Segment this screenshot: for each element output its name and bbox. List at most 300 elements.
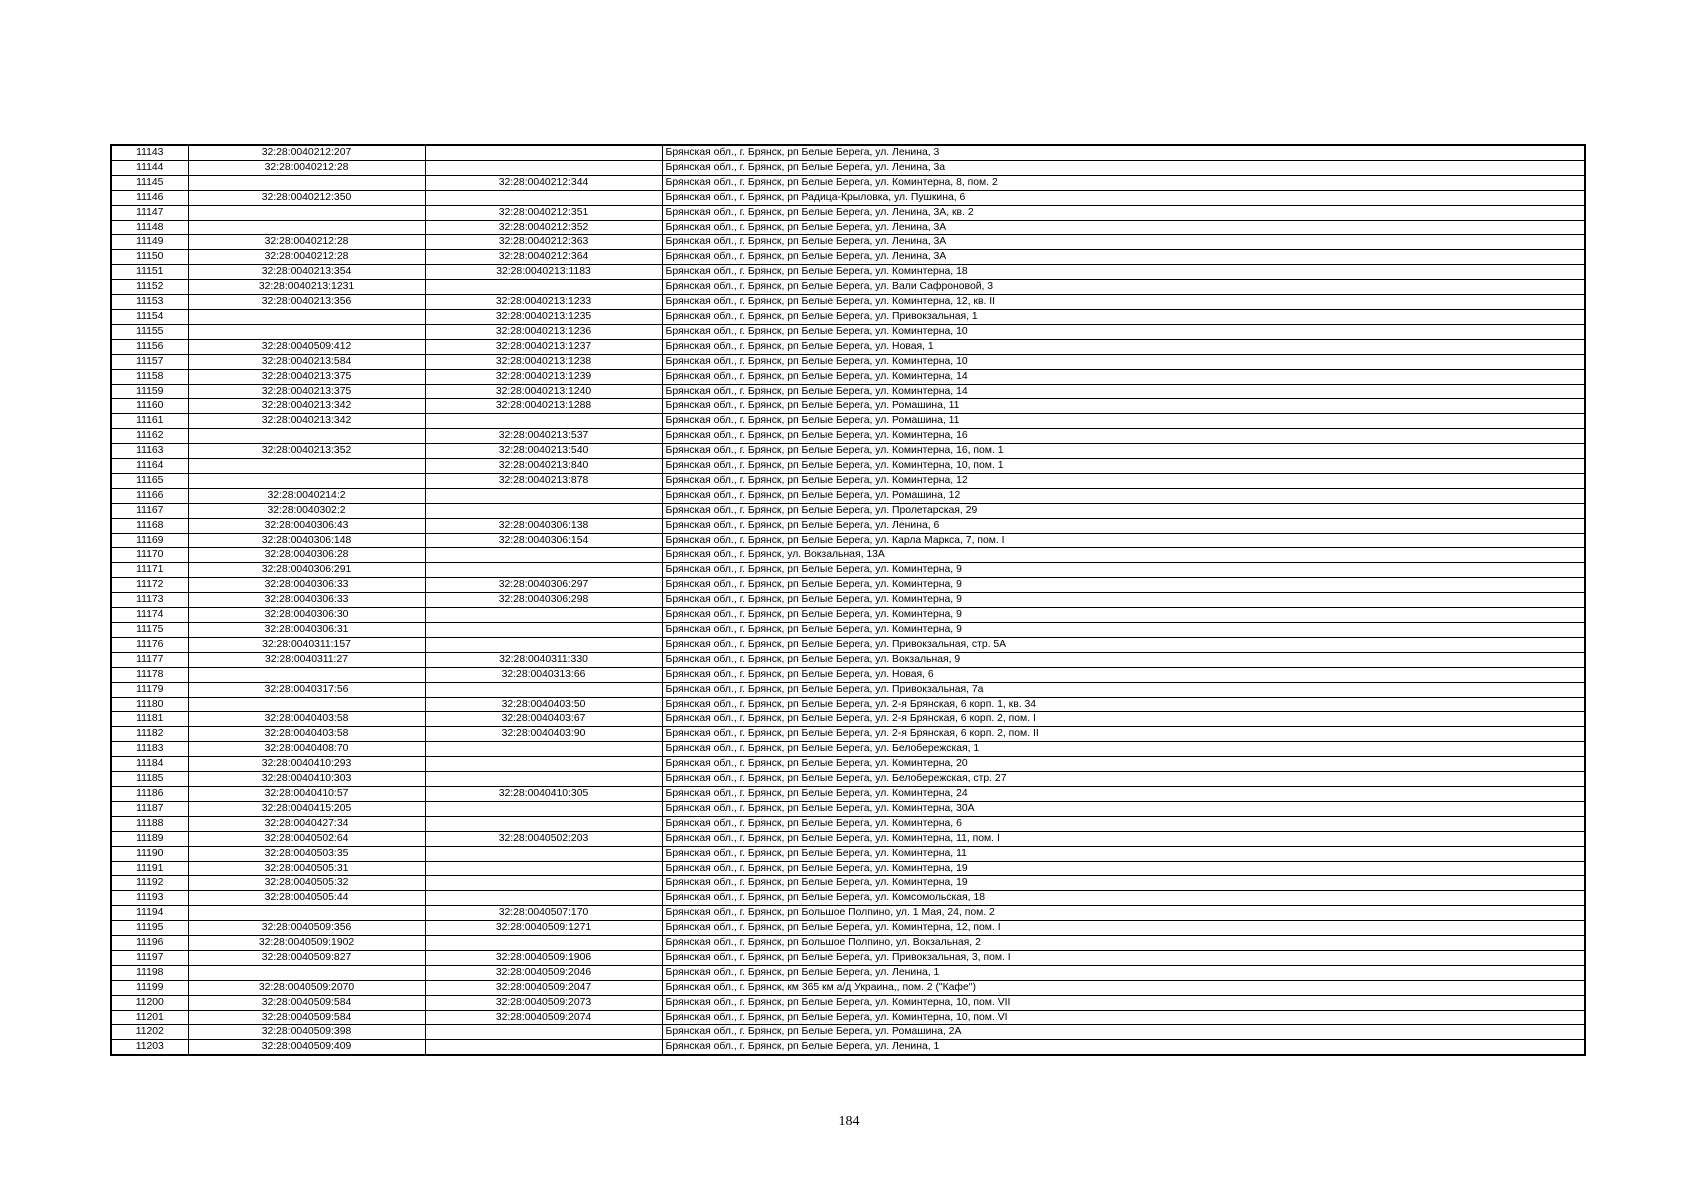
row-number-cell: 11172	[111, 578, 188, 593]
row-number-cell: 11147	[111, 205, 188, 220]
building-cadastral-number-cell: 32:28:0040212:351	[425, 205, 662, 220]
row-number-cell: 11176	[111, 637, 188, 652]
address-cell: Брянская обл., г. Брянск, рп Белые Берега, ул. Коминтерна, 19	[662, 861, 1585, 876]
building-cadastral-number-cell: 32:28:0040212:363	[425, 235, 662, 250]
land-cadastral-number-cell: 32:28:0040503:35	[188, 846, 425, 861]
row-number-cell: 11178	[111, 667, 188, 682]
page-number: 184	[838, 1114, 860, 1129]
building-cadastral-number-cell: 32:28:0040509:1906	[425, 950, 662, 965]
table-row	[111, 593, 1585, 608]
building-cadastral-number-cell: 32:28:0040212:344	[425, 175, 662, 190]
land-cadastral-number-cell: 32:28:0040213:352	[188, 444, 425, 459]
building-cadastral-number-cell: 32:28:0040213:1237	[425, 339, 662, 354]
address-cell: Брянская обл., г. Брянск, рп Белые Берега, ул. Коминтерна, 14	[662, 384, 1585, 399]
address-cell: Брянская обл., г. Брянск, рп Белые Берега, ул. Ленина, 1	[662, 1040, 1585, 1055]
land-cadastral-number-cell: 32:28:0040212:207	[188, 145, 425, 160]
row-number-cell: 11171	[111, 563, 188, 578]
address-cell: Брянская обл., г. Брянск, рп Белые Берега, ул. 2-я Брянская, 6 корп. 2, пом. I	[662, 712, 1585, 727]
row-number-cell: 11191	[111, 861, 188, 876]
land-cadastral-number-cell: 32:28:0040213:342	[188, 399, 425, 414]
address-cell: Брянская обл., г. Брянск, ул. Вокзальная, 13А	[662, 548, 1585, 563]
table-row	[111, 846, 1585, 861]
table-row	[111, 309, 1585, 324]
table-row	[111, 563, 1585, 578]
address-cell: Брянская обл., г. Брянск, рп Белые Берега, ул. Ленина, 1	[662, 965, 1585, 980]
building-cadastral-number-cell: 32:28:0040213:1183	[425, 265, 662, 280]
table-row	[111, 861, 1585, 876]
table-row	[111, 772, 1585, 787]
land-cadastral-number-cell: 32:28:0040403:58	[188, 712, 425, 727]
building-cadastral-number-cell	[425, 563, 662, 578]
address-cell: Брянская обл., г. Брянск, рп Белые Берега, ул. Коминтерна, 9	[662, 608, 1585, 623]
land-cadastral-number-cell: 32:28:0040213:354	[188, 265, 425, 280]
table-row	[111, 831, 1585, 846]
address-cell: Брянская обл., г. Брянск, рп Белые Берега, ул. Коминтерна, 9	[662, 563, 1585, 578]
building-cadastral-number-cell	[425, 772, 662, 787]
table-row	[111, 414, 1585, 429]
land-cadastral-number-cell: 32:28:0040509:584	[188, 1010, 425, 1025]
land-cadastral-number-cell: 32:28:0040311:27	[188, 652, 425, 667]
address-cell: Брянская обл., г. Брянск, рп Белые Берега, ул. Коминтерна, 10, пом. VII	[662, 995, 1585, 1010]
row-number-cell: 11185	[111, 772, 188, 787]
table-row	[111, 712, 1585, 727]
building-cadastral-number-cell	[425, 876, 662, 891]
row-number-cell: 11189	[111, 831, 188, 846]
row-number-cell: 11181	[111, 712, 188, 727]
address-cell: Брянская обл., г. Брянск, рп Белые Берега, ул. Пролетарская, 29	[662, 503, 1585, 518]
building-cadastral-number-cell	[425, 190, 662, 205]
table-row	[111, 503, 1585, 518]
table-row	[111, 250, 1585, 265]
land-cadastral-number-cell	[188, 965, 425, 980]
building-cadastral-number-cell: 32:28:0040403:67	[425, 712, 662, 727]
building-cadastral-number-cell: 32:28:0040502:203	[425, 831, 662, 846]
building-cadastral-number-cell: 32:28:0040507:170	[425, 906, 662, 921]
land-cadastral-number-cell: 32:28:0040509:398	[188, 1025, 425, 1040]
building-cadastral-number-cell	[425, 608, 662, 623]
table-row	[111, 459, 1585, 474]
table-row	[111, 190, 1585, 205]
table-row	[111, 1040, 1585, 1055]
land-cadastral-number-cell: 32:28:0040213:342	[188, 414, 425, 429]
building-cadastral-number-cell	[425, 637, 662, 652]
land-cadastral-number-cell: 32:28:0040306:30	[188, 608, 425, 623]
building-cadastral-number-cell: 32:28:0040403:50	[425, 697, 662, 712]
land-cadastral-number-cell: 32:28:0040509:1902	[188, 936, 425, 951]
address-cell: Брянская обл., г. Брянск, рп Белые Берега, ул. Ленина, 3А	[662, 250, 1585, 265]
address-cell: Брянская обл., г. Брянск, рп Белые Берега, ул. 2-я Брянская, 6 корп. 1, кв. 34	[662, 697, 1585, 712]
row-number-cell: 11168	[111, 518, 188, 533]
table-row	[111, 801, 1585, 816]
building-cadastral-number-cell: 32:28:0040509:2047	[425, 980, 662, 995]
row-number-cell: 11159	[111, 384, 188, 399]
land-cadastral-number-cell: 32:28:0040306:28	[188, 548, 425, 563]
row-number-cell: 11152	[111, 280, 188, 295]
registry-table	[110, 144, 1586, 1056]
address-cell: Брянская обл., г. Брянск, рп Белые Берега, ул. Вали Сафроновой, 3	[662, 280, 1585, 295]
land-cadastral-number-cell	[188, 429, 425, 444]
land-cadastral-number-cell: 32:28:0040509:2070	[188, 980, 425, 995]
row-number-cell: 11155	[111, 324, 188, 339]
row-number-cell: 11167	[111, 503, 188, 518]
address-cell: Брянская обл., г. Брянск, рп Белые Берега, ул. Ленина, 3	[662, 145, 1585, 160]
table-row	[111, 175, 1585, 190]
row-number-cell: 11163	[111, 444, 188, 459]
building-cadastral-number-cell: 32:28:0040213:1236	[425, 324, 662, 339]
table-row	[111, 652, 1585, 667]
land-cadastral-number-cell: 32:28:0040212:28	[188, 250, 425, 265]
address-cell: Брянская обл., г. Брянск, рп Белые Берега, ул. Привокзальная, 7а	[662, 682, 1585, 697]
table-row	[111, 295, 1585, 310]
address-cell: Брянская обл., г. Брянск, рп Белые Берега, ул. Белобережская, стр. 27	[662, 772, 1585, 787]
row-number-cell: 11173	[111, 593, 188, 608]
building-cadastral-number-cell: 32:28:0040509:2074	[425, 1010, 662, 1025]
address-cell: Брянская обл., г. Брянск, рп Белые Берега, ул. Коминтерна, 24	[662, 786, 1585, 801]
building-cadastral-number-cell: 32:28:0040213:540	[425, 444, 662, 459]
land-cadastral-number-cell: 32:28:0040505:44	[188, 891, 425, 906]
land-cadastral-number-cell: 32:28:0040213:356	[188, 295, 425, 310]
land-cadastral-number-cell: 32:28:0040410:293	[188, 757, 425, 772]
building-cadastral-number-cell: 32:28:0040212:352	[425, 220, 662, 235]
address-cell: Брянская обл., г. Брянск, рп Белые Берега, ул. Комсомольская, 18	[662, 891, 1585, 906]
address-cell: Брянская обл., г. Брянск, рп Белые Берега, ул. Коминтерна, 14	[662, 369, 1585, 384]
row-number-cell: 11188	[111, 816, 188, 831]
land-cadastral-number-cell: 32:28:0040509:356	[188, 921, 425, 936]
land-cadastral-number-cell: 32:28:0040509:827	[188, 950, 425, 965]
building-cadastral-number-cell: 32:28:0040306:297	[425, 578, 662, 593]
table-row	[111, 548, 1585, 563]
building-cadastral-number-cell: 32:28:0040306:154	[425, 533, 662, 548]
land-cadastral-number-cell: 32:28:0040214:2	[188, 488, 425, 503]
address-cell: Брянская обл., г. Брянск, рп Белые Берега, ул. Ленина, 6	[662, 518, 1585, 533]
table-row	[111, 965, 1585, 980]
table-row	[111, 891, 1585, 906]
land-cadastral-number-cell	[188, 697, 425, 712]
table-row	[111, 369, 1585, 384]
table-row	[111, 816, 1585, 831]
row-number-cell: 11187	[111, 801, 188, 816]
address-cell: Брянская обл., г. Брянск, рп Белые Берега, ул. Коминтерна, 12	[662, 473, 1585, 488]
land-cadastral-number-cell: 32:28:0040415:205	[188, 801, 425, 816]
address-cell: Брянская обл., г. Брянск, рп Белые Берега, ул. Коминтерна, 10, пом. VI	[662, 1010, 1585, 1025]
row-number-cell: 11165	[111, 473, 188, 488]
building-cadastral-number-cell: 32:28:0040213:1235	[425, 309, 662, 324]
table-row	[111, 1010, 1585, 1025]
row-number-cell: 11169	[111, 533, 188, 548]
address-cell: Брянская обл., г. Брянск, рп Белые Берега, ул. Коминтерна, 12, пом. I	[662, 921, 1585, 936]
building-cadastral-number-cell	[425, 861, 662, 876]
address-cell: Брянская обл., г. Брянск, рп Белые Берега, ул. Коминтерна, 9	[662, 593, 1585, 608]
building-cadastral-number-cell: 32:28:0040212:364	[425, 250, 662, 265]
land-cadastral-number-cell: 32:28:0040505:32	[188, 876, 425, 891]
table-row	[111, 786, 1585, 801]
table-row	[111, 682, 1585, 697]
table-row	[111, 757, 1585, 772]
table-row	[111, 697, 1585, 712]
building-cadastral-number-cell: 32:28:0040306:298	[425, 593, 662, 608]
land-cadastral-number-cell: 32:28:0040403:58	[188, 727, 425, 742]
building-cadastral-number-cell: 32:28:0040403:90	[425, 727, 662, 742]
table-row	[111, 235, 1585, 250]
table-row	[111, 399, 1585, 414]
land-cadastral-number-cell: 32:28:0040509:584	[188, 995, 425, 1010]
table-row	[111, 936, 1585, 951]
address-cell: Брянская обл., г. Брянск, рп Белые Берега, ул. Коминтерна, 10, пом. 1	[662, 459, 1585, 474]
address-cell: Брянская обл., г. Брянск, рп Белые Берега, ул. Вокзальная, 9	[662, 652, 1585, 667]
land-cadastral-number-cell	[188, 473, 425, 488]
row-number-cell: 11150	[111, 250, 188, 265]
land-cadastral-number-cell: 32:28:0040427:34	[188, 816, 425, 831]
address-cell: Брянская обл., г. Брянск, рп Белые Берега, ул. Коминтерна, 19	[662, 876, 1585, 891]
address-cell: Брянская обл., г. Брянск, рп Белые Берега, ул. Коминтерна, 18	[662, 265, 1585, 280]
building-cadastral-number-cell: 32:28:0040213:878	[425, 473, 662, 488]
building-cadastral-number-cell	[425, 742, 662, 757]
row-number-cell: 11200	[111, 995, 188, 1010]
table-row	[111, 429, 1585, 444]
row-number-cell: 11157	[111, 354, 188, 369]
table-row	[111, 921, 1585, 936]
table-row	[111, 608, 1585, 623]
building-cadastral-number-cell: 32:28:0040509:2046	[425, 965, 662, 980]
row-number-cell: 11182	[111, 727, 188, 742]
building-cadastral-number-cell: 32:28:0040213:1233	[425, 295, 662, 310]
row-number-cell: 11175	[111, 623, 188, 638]
building-cadastral-number-cell	[425, 846, 662, 861]
row-number-cell: 11166	[111, 488, 188, 503]
table-row	[111, 667, 1585, 682]
address-cell: Брянская обл., г. Брянск, рп Белые Берега, ул. Новая, 6	[662, 667, 1585, 682]
land-cadastral-number-cell	[188, 309, 425, 324]
address-cell: Брянская обл., г. Брянск, км 365 км а/д Украина,, пом. 2 ("Кафе")	[662, 980, 1585, 995]
address-cell: Брянская обл., г. Брянск, рп Белые Берега, ул. Карла Маркса, 7, пом. I	[662, 533, 1585, 548]
building-cadastral-number-cell: 32:28:0040213:1239	[425, 369, 662, 384]
building-cadastral-number-cell: 32:28:0040509:1271	[425, 921, 662, 936]
address-cell: Брянская обл., г. Брянск, рп Белые Берега, ул. Коминтерна, 20	[662, 757, 1585, 772]
row-number-cell: 11202	[111, 1025, 188, 1040]
building-cadastral-number-cell	[425, 1040, 662, 1055]
address-cell: Брянская обл., г. Брянск, рп Белые Берега, ул. Коминтерна, 8, пом. 2	[662, 175, 1585, 190]
address-cell: Брянская обл., г. Брянск, рп Белые Берега, ул. Ленина, 3а	[662, 160, 1585, 175]
land-cadastral-number-cell: 32:28:0040306:43	[188, 518, 425, 533]
row-number-cell: 11177	[111, 652, 188, 667]
address-cell: Брянская обл., г. Брянск, рп Большое Полпино, ул. 1 Мая, 24, пом. 2	[662, 906, 1585, 921]
row-number-cell: 11194	[111, 906, 188, 921]
table-row	[111, 384, 1585, 399]
address-cell: Брянская обл., г. Брянск, рп Белые Берега, ул. Ленина, 3А	[662, 235, 1585, 250]
building-cadastral-number-cell	[425, 503, 662, 518]
land-cadastral-number-cell: 32:28:0040509:412	[188, 339, 425, 354]
table-row	[111, 518, 1585, 533]
land-cadastral-number-cell	[188, 459, 425, 474]
table-row	[111, 980, 1585, 995]
land-cadastral-number-cell: 32:28:0040306:33	[188, 578, 425, 593]
table-row	[111, 160, 1585, 175]
table-row	[111, 742, 1585, 757]
land-cadastral-number-cell: 32:28:0040306:291	[188, 563, 425, 578]
row-number-cell: 11197	[111, 950, 188, 965]
building-cadastral-number-cell: 32:28:0040213:1240	[425, 384, 662, 399]
building-cadastral-number-cell: 32:28:0040313:66	[425, 667, 662, 682]
address-cell: Брянская обл., г. Брянск, рп Белые Берега, ул. Коминтерна, 11	[662, 846, 1585, 861]
table-row	[111, 876, 1585, 891]
address-cell: Брянская обл., г. Брянск, рп Белые Берега, ул. Привокзальная, 1	[662, 309, 1585, 324]
row-number-cell: 11160	[111, 399, 188, 414]
land-cadastral-number-cell	[188, 175, 425, 190]
building-cadastral-number-cell	[425, 682, 662, 697]
land-cadastral-number-cell: 32:28:0040317:56	[188, 682, 425, 697]
table-row	[111, 727, 1585, 742]
land-cadastral-number-cell: 32:28:0040213:375	[188, 384, 425, 399]
address-cell: Брянская обл., г. Брянск, рп Белые Берега, ул. Привокзальная, 3, пом. I	[662, 950, 1585, 965]
land-cadastral-number-cell: 32:28:0040509:409	[188, 1040, 425, 1055]
land-cadastral-number-cell: 32:28:0040505:31	[188, 861, 425, 876]
building-cadastral-number-cell	[425, 414, 662, 429]
address-cell: Брянская обл., г. Брянск, рп Белые Берега, ул. Белобережская, 1	[662, 742, 1585, 757]
row-number-cell: 11144	[111, 160, 188, 175]
building-cadastral-number-cell	[425, 757, 662, 772]
table-row	[111, 950, 1585, 965]
building-cadastral-number-cell	[425, 623, 662, 638]
address-cell: Брянская обл., г. Брянск, рп Белые Берега, ул. Ленина, 3А, кв. 2	[662, 205, 1585, 220]
address-cell: Брянская обл., г. Брянск, рп Белые Берега, ул. Коминтерна, 12, кв. II	[662, 295, 1585, 310]
table-row	[111, 637, 1585, 652]
land-cadastral-number-cell: 32:28:0040212:350	[188, 190, 425, 205]
address-cell: Брянская обл., г. Брянск, рп Белые Берега, ул. Коминтерна, 9	[662, 578, 1585, 593]
building-cadastral-number-cell	[425, 801, 662, 816]
row-number-cell: 11199	[111, 980, 188, 995]
address-cell: Брянская обл., г. Брянск, рп Белые Берега, ул. Коминтерна, 16, пом. 1	[662, 444, 1585, 459]
row-number-cell: 11196	[111, 936, 188, 951]
building-cadastral-number-cell	[425, 816, 662, 831]
building-cadastral-number-cell: 32:28:0040213:1238	[425, 354, 662, 369]
building-cadastral-number-cell	[425, 488, 662, 503]
building-cadastral-number-cell: 32:28:0040306:138	[425, 518, 662, 533]
table-row	[111, 324, 1585, 339]
row-number-cell: 11162	[111, 429, 188, 444]
table-row	[111, 906, 1585, 921]
address-cell: Брянская обл., г. Брянск, рп Белые Берега, ул. Коминтерна, 9	[662, 623, 1585, 638]
table-row	[111, 354, 1585, 369]
land-cadastral-number-cell: 32:28:0040213:584	[188, 354, 425, 369]
address-cell: Брянская обл., г. Брянск, рп Белые Берега, ул. Ромашина, 2А	[662, 1025, 1585, 1040]
row-number-cell: 11195	[111, 921, 188, 936]
address-cell: Брянская обл., г. Брянск, рп Радица-Крыловка, ул. Пушкина, 6	[662, 190, 1585, 205]
registry-table-body	[111, 145, 1585, 1055]
address-cell: Брянская обл., г. Брянск, рп Белые Берега, ул. Коминтерна, 6	[662, 816, 1585, 831]
row-number-cell: 11201	[111, 1010, 188, 1025]
building-cadastral-number-cell	[425, 280, 662, 295]
row-number-cell: 11145	[111, 175, 188, 190]
building-cadastral-number-cell	[425, 548, 662, 563]
land-cadastral-number-cell: 32:28:0040213:1231	[188, 280, 425, 295]
table-row	[111, 205, 1585, 220]
row-number-cell: 11180	[111, 697, 188, 712]
address-cell: Брянская обл., г. Брянск, рп Белые Берега, ул. Ромашина, 11	[662, 399, 1585, 414]
land-cadastral-number-cell	[188, 667, 425, 682]
building-cadastral-number-cell: 32:28:0040311:330	[425, 652, 662, 667]
row-number-cell: 11190	[111, 846, 188, 861]
building-cadastral-number-cell: 32:28:0040509:2073	[425, 995, 662, 1010]
row-number-cell: 11192	[111, 876, 188, 891]
row-number-cell: 11174	[111, 608, 188, 623]
address-cell: Брянская обл., г. Брянск, рп Белые Берега, ул. 2-я Брянская, 6 корп. 2, пом. II	[662, 727, 1585, 742]
address-cell: Брянская обл., г. Брянск, рп Белые Берега, ул. Коминтерна, 10	[662, 324, 1585, 339]
land-cadastral-number-cell	[188, 205, 425, 220]
table-row	[111, 339, 1585, 354]
building-cadastral-number-cell	[425, 936, 662, 951]
row-number-cell: 11146	[111, 190, 188, 205]
row-number-cell: 11183	[111, 742, 188, 757]
land-cadastral-number-cell	[188, 906, 425, 921]
table-row	[111, 444, 1585, 459]
land-cadastral-number-cell: 32:28:0040502:64	[188, 831, 425, 846]
table-row	[111, 145, 1585, 160]
row-number-cell: 11148	[111, 220, 188, 235]
land-cadastral-number-cell: 32:28:0040302:2	[188, 503, 425, 518]
row-number-cell: 11170	[111, 548, 188, 563]
row-number-cell: 11158	[111, 369, 188, 384]
land-cadastral-number-cell: 32:28:0040408:70	[188, 742, 425, 757]
row-number-cell: 11151	[111, 265, 188, 280]
land-cadastral-number-cell: 32:28:0040306:33	[188, 593, 425, 608]
land-cadastral-number-cell	[188, 220, 425, 235]
address-cell: Брянская обл., г. Брянск, рп Белые Берега, ул. Коминтерна, 10	[662, 354, 1585, 369]
building-cadastral-number-cell: 32:28:0040213:840	[425, 459, 662, 474]
row-number-cell: 11153	[111, 295, 188, 310]
building-cadastral-number-cell: 32:28:0040213:537	[425, 429, 662, 444]
building-cadastral-number-cell	[425, 145, 662, 160]
building-cadastral-number-cell	[425, 160, 662, 175]
address-cell: Брянская обл., г. Брянск, рп Белые Берега, ул. Привокзальная, стр. 5А	[662, 637, 1585, 652]
land-cadastral-number-cell: 32:28:0040212:28	[188, 235, 425, 250]
row-number-cell: 11179	[111, 682, 188, 697]
building-cadastral-number-cell: 32:28:0040213:1288	[425, 399, 662, 414]
table-row	[111, 280, 1585, 295]
address-cell: Брянская обл., г. Брянск, рп Белые Берега, ул. Ромашина, 11	[662, 414, 1585, 429]
table-row	[111, 220, 1585, 235]
row-number-cell: 11198	[111, 965, 188, 980]
row-number-cell: 11184	[111, 757, 188, 772]
table-row	[111, 578, 1585, 593]
row-number-cell: 11149	[111, 235, 188, 250]
table-row	[111, 533, 1585, 548]
table-row	[111, 1025, 1585, 1040]
address-cell: Брянская обл., г. Брянск, рп Белые Берега, ул. Ромашина, 12	[662, 488, 1585, 503]
row-number-cell: 11186	[111, 786, 188, 801]
land-cadastral-number-cell: 32:28:0040212:28	[188, 160, 425, 175]
land-cadastral-number-cell: 32:28:0040410:57	[188, 786, 425, 801]
row-number-cell: 11203	[111, 1040, 188, 1055]
address-cell: Брянская обл., г. Брянск, рп Белые Берега, ул. Ленина, 3А	[662, 220, 1585, 235]
land-cadastral-number-cell: 32:28:0040306:31	[188, 623, 425, 638]
table-row	[111, 473, 1585, 488]
land-cadastral-number-cell: 32:28:0040306:148	[188, 533, 425, 548]
row-number-cell: 11193	[111, 891, 188, 906]
row-number-cell: 11164	[111, 459, 188, 474]
land-cadastral-number-cell: 32:28:0040311:157	[188, 637, 425, 652]
building-cadastral-number-cell	[425, 1025, 662, 1040]
address-cell: Брянская обл., г. Брянск, рп Белые Берега, ул. Коминтерна, 11, пом. I	[662, 831, 1585, 846]
table-row	[111, 623, 1585, 638]
address-cell: Брянская обл., г. Брянск, рп Большое Полпино, ул. Вокзальная, 2	[662, 936, 1585, 951]
building-cadastral-number-cell	[425, 891, 662, 906]
row-number-cell: 11156	[111, 339, 188, 354]
address-cell: Брянская обл., г. Брянск, рп Белые Берега, ул. Новая, 1	[662, 339, 1585, 354]
land-cadastral-number-cell	[188, 324, 425, 339]
table-row	[111, 265, 1585, 280]
land-cadastral-number-cell: 32:28:0040410:303	[188, 772, 425, 787]
table-row	[111, 995, 1585, 1010]
